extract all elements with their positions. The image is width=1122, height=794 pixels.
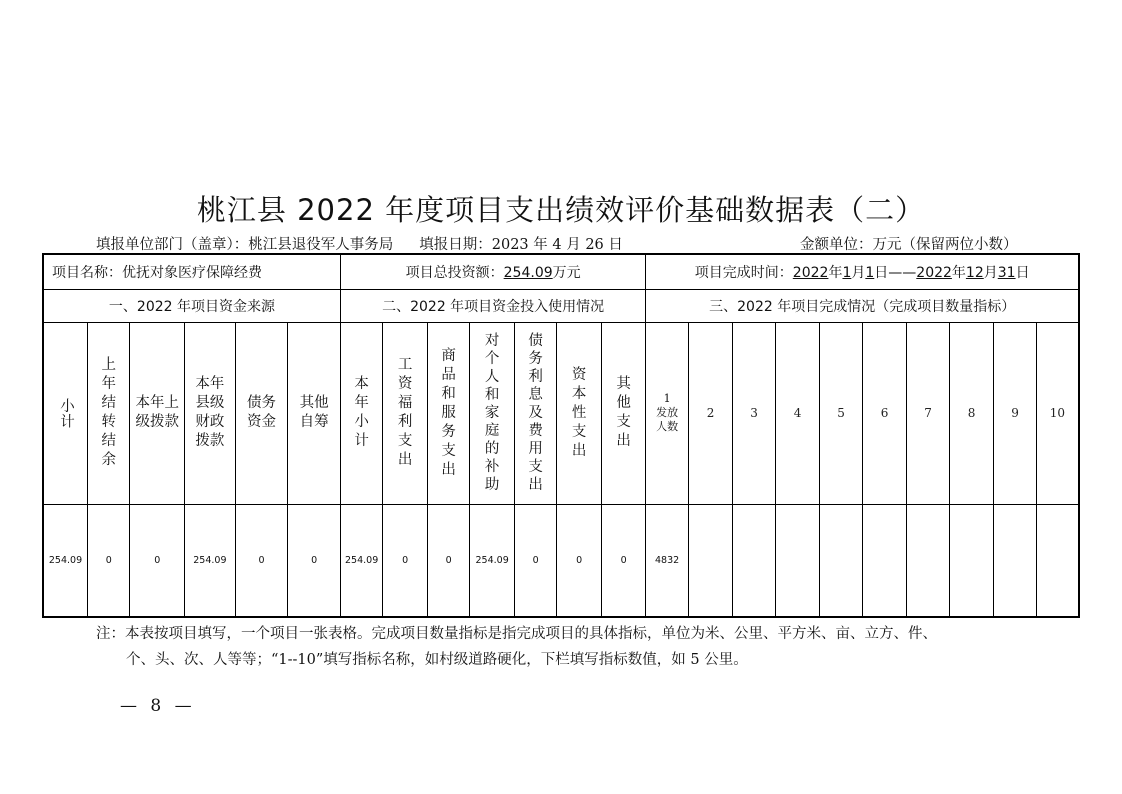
header-label: 资本性支出 (571, 366, 587, 459)
note-line-1: 注：本表按项目填写，一个项目一张表格。完成项目数量指标是指完成项目的具体指标，单位为米、公里、平方米、亩、立方、件、 (96, 626, 937, 642)
indicator-number: 1 (663, 392, 671, 405)
value-use-subsidy: 254.09 (470, 504, 515, 617)
value-use-capital: 0 (557, 504, 602, 617)
end-day: 31 (997, 264, 1016, 281)
value-use-interest: 0 (514, 504, 556, 617)
value-indicator-2 (688, 504, 733, 617)
header-label: 其他支出 (616, 376, 631, 449)
header-src-carry (88, 322, 130, 504)
page-number: — 8 — (120, 696, 196, 716)
header-indicator-9: 9 (994, 322, 1036, 504)
header-use-other (601, 322, 646, 504)
header-use-capital (557, 322, 602, 504)
value-use-wage: 0 (383, 504, 428, 617)
start-month: 1 (842, 264, 852, 281)
value-src-carry: 0 (88, 504, 130, 617)
start-year: 2022 (792, 264, 829, 281)
header-indicator-1 (646, 322, 688, 504)
header-label: 商品和服务支出 (441, 347, 456, 478)
time-label: 项目完成时间： (694, 264, 793, 281)
month-char: 月 (851, 264, 866, 281)
project-name-label: 项目名称： (52, 264, 122, 281)
value-indicator-8 (949, 504, 994, 617)
month-char: 月 (983, 264, 998, 281)
value-src-subtotal: 254.09 (43, 504, 88, 617)
header-src-subtotal (43, 322, 88, 504)
header-src-other (288, 322, 341, 504)
header-label: 本年小计 (354, 376, 369, 449)
amount-unit: 金额单位：万元（保留两位小数） (800, 237, 1018, 253)
header-use-subtotal (340, 322, 382, 504)
end-month: 12 (965, 264, 984, 281)
value-indicator-6 (862, 504, 907, 617)
value-use-subtotal: 254.09 (340, 504, 382, 617)
header-use-interest (514, 322, 556, 504)
value-src-other: 0 (288, 504, 341, 617)
header-indicator-10: 10 (1036, 322, 1079, 504)
value-indicator-5 (820, 504, 862, 617)
year-char: 年 (828, 264, 843, 281)
value-indicator-4 (775, 504, 820, 617)
filing-unit: 填报单位部门（盖章）：桃江县退役军人事务局 (96, 237, 394, 253)
header-src-county (185, 322, 236, 504)
header-label: 对个人和家庭的补助 (484, 333, 500, 493)
project-info-row (43, 254, 1079, 289)
header-indicator-3: 3 (733, 322, 775, 504)
section-row (43, 289, 1079, 322)
header-label: 债务资金 (246, 395, 276, 430)
value-indicator-7 (907, 504, 949, 617)
data-table (42, 253, 1080, 618)
header-indicator-7: 7 (907, 322, 949, 504)
header-src-upper (130, 322, 185, 504)
invest-label: 项目总投资额： (405, 264, 504, 281)
section-completion: 三、2022 年项目完成情况（完成项目数量指标） (646, 289, 1079, 322)
project-name: 优抚对象医疗保障经费 (122, 264, 262, 281)
header-label: 债务利息及费用支出 (528, 333, 543, 493)
end-year: 2022 (916, 264, 952, 281)
note-line-2: 个、头、次、人等等；“1--10”填写指标名称，如村级道路硬化，下栏填写指标数值，如 5 公里。 (126, 652, 748, 668)
value-indicator-1: 4832 (646, 504, 688, 617)
value-indicator-10 (1036, 504, 1079, 617)
header-row (43, 322, 1079, 504)
document-title: 桃江县 2022 年度项目支出绩效评价基础数据表（二） (196, 193, 926, 227)
header-src-debt (235, 322, 288, 504)
header-label: 上年结转结余 (101, 357, 116, 468)
start-day: 1 (865, 264, 875, 281)
value-src-upper: 0 (130, 504, 185, 617)
header-label: 本年上级拨款 (135, 395, 180, 430)
day-char: 日 (874, 264, 889, 281)
day-char: 日 (1015, 264, 1030, 281)
value-use-goods: 0 (427, 504, 469, 617)
value-src-debt: 0 (235, 504, 288, 617)
year-char: 年 (951, 264, 966, 281)
invest-unit: 万元 (552, 264, 581, 281)
filing-date: 填报日期：2023 年 4 月 26 日 (419, 237, 623, 253)
header-label: 工资福利支出 (397, 357, 413, 468)
header-indicator-5: 5 (820, 322, 862, 504)
value-row (43, 504, 1079, 617)
header-label: 小计 (58, 397, 74, 429)
header-label: 其他自筹 (299, 395, 329, 430)
project-time-cell (646, 254, 1079, 289)
project-invest-cell (340, 254, 645, 289)
header-use-subsidy (470, 322, 515, 504)
header-indicator-6: 6 (862, 322, 907, 504)
section-funding-use: 二、2022 年项目资金投入使用情况 (340, 289, 645, 322)
date-dash: —— (888, 264, 917, 281)
header-label: 本年县级财政拨款 (195, 376, 225, 449)
invest-value: 254.09 (503, 264, 553, 281)
header-indicator-2: 2 (688, 322, 733, 504)
value-use-other: 0 (601, 504, 646, 617)
header-use-goods (427, 322, 469, 504)
header-use-wage (383, 322, 428, 504)
value-indicator-3 (733, 504, 775, 617)
filing-info (96, 233, 623, 254)
value-indicator-9 (994, 504, 1036, 617)
project-name-cell (43, 254, 340, 289)
section-funding-source: 一、2022 年项目资金来源 (43, 289, 340, 322)
header-indicator-4: 4 (775, 322, 820, 504)
header-indicator-8: 8 (949, 322, 994, 504)
indicator-label: 发放人数 (656, 406, 679, 433)
value-src-county: 254.09 (185, 504, 236, 617)
